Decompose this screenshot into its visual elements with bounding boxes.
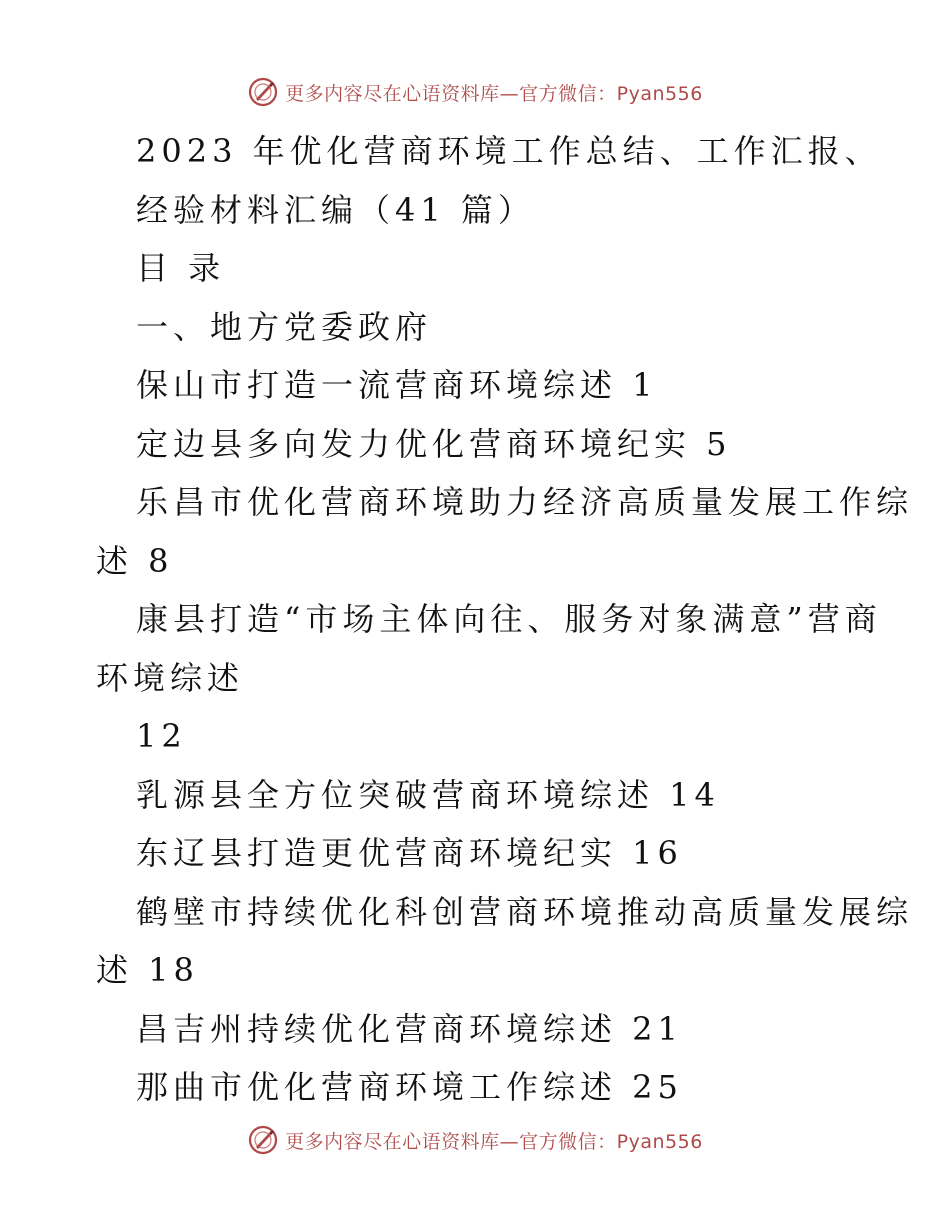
toc-entry: 鹤壁市持续优化科创营商环境推动高质量发展综 [136,892,914,931]
document-body [96,122,914,1117]
toc-entry-continuation: 环境综述 [96,658,245,697]
section-heading: 一、地方党委政府 [136,307,433,346]
toc-entry: 那曲市优化营商环境工作综述 25 [136,1068,683,1106]
document-title-line-1: 2023 年优化营商环境工作总结、工作汇报、 [136,132,882,170]
toc-entry: 乐昌市优化营商环境助力经济高质量发展工作综 [136,483,914,521]
document-title-line-2: 经验材料汇编（41 篇） [136,190,535,229]
toc-entry-continuation: 述 8 [96,541,174,580]
toc-entry-page-number: 12 [136,717,187,755]
toc-heading: 目 录 [136,249,226,287]
toc-entry: 昌吉州持续优化营商环境综述 21 [136,1009,683,1048]
toc-entry: 保山市打造一流营商环境综述 1 [136,366,658,404]
toc-entry-continuation: 述 18 [96,951,199,989]
toc-entry: 乳源县全方位突破营商环境综述 14 [136,775,720,814]
watermark-text: 更多内容尽在心语资料库—官方微信：Pyan556 [285,1130,703,1153]
watermark-text: 更多内容尽在心语资料库—官方微信：Pyan556 [285,82,703,105]
footer-watermark [0,1120,950,1160]
header-watermark [0,72,950,112]
seal-logo-icon [247,1124,279,1156]
toc-entry: 康县打造“市场主体向往、服务对象满意”营商 [136,600,882,638]
toc-entry: 定边县多向发力优化营商环境纪实 5 [136,424,732,463]
toc-entry: 东辽县打造更优营商环境纪实 16 [136,834,683,872]
seal-logo-icon [247,76,279,108]
